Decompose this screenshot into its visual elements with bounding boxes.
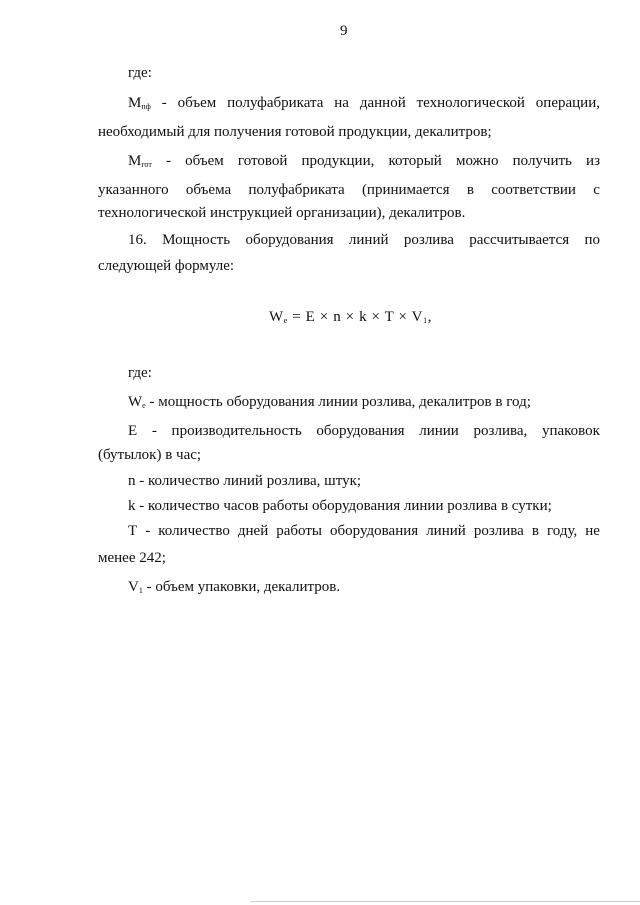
word: из bbox=[586, 153, 600, 169]
where-label: где: bbox=[128, 65, 152, 81]
mgot-symbol: $M_{гот}$ bbox=[128, 153, 152, 169]
word: на bbox=[334, 95, 349, 111]
definition-e-line2: (бутылок) в час; bbox=[98, 447, 202, 463]
word: - bbox=[165, 153, 171, 169]
word: продукции, bbox=[301, 153, 375, 169]
word: E bbox=[128, 423, 138, 439]
word: объема bbox=[185, 182, 232, 198]
word: (принимается bbox=[361, 182, 450, 198]
word: объем bbox=[177, 95, 217, 111]
definition-we: $W_e$ - мощность оборудования линии розлива, декалитров в год; bbox=[128, 394, 531, 410]
scan-edge-line bbox=[250, 901, 640, 902]
word: 16. bbox=[128, 232, 147, 248]
word: можно bbox=[455, 153, 499, 169]
definition-mgot-line3: технологической инструкцией организации), декалитров. bbox=[98, 205, 466, 221]
section-16-line2: следующей формуле: bbox=[98, 258, 235, 274]
word: розлива bbox=[473, 523, 524, 539]
definition-n: n - количество линий розлива, штук; bbox=[128, 473, 362, 489]
word: в bbox=[531, 523, 539, 539]
word: производительность bbox=[171, 423, 302, 439]
definition-mgot-line1 bbox=[128, 152, 600, 170]
definition-mpf-line2: необходимый для получения готовой продукции, декалитров; bbox=[98, 124, 492, 140]
word: T bbox=[128, 523, 138, 539]
word: оборудования bbox=[330, 523, 419, 539]
word: розлива, bbox=[473, 423, 528, 439]
word: полуфабриката bbox=[248, 182, 345, 198]
word: розлива bbox=[403, 232, 454, 248]
definition-t-line1 bbox=[128, 522, 600, 540]
word: оборудования bbox=[316, 423, 405, 439]
word: - bbox=[161, 95, 167, 111]
word: получить bbox=[512, 153, 572, 169]
definition-t-line2: менее 242; bbox=[98, 550, 166, 566]
word: не bbox=[585, 523, 600, 539]
word: готовой bbox=[237, 153, 288, 169]
mgot-line2-words bbox=[98, 181, 600, 199]
section-16-line1 bbox=[128, 231, 600, 249]
word: линий bbox=[348, 232, 389, 248]
word: линий bbox=[426, 523, 466, 539]
word: указанного bbox=[98, 182, 169, 198]
word: в bbox=[466, 182, 474, 198]
mpf-words bbox=[128, 94, 600, 112]
definition-e-line1 bbox=[128, 422, 600, 440]
where-label-2: где: bbox=[128, 365, 152, 381]
word: упаковок bbox=[541, 423, 600, 439]
word: работы bbox=[276, 523, 322, 539]
word: операции, bbox=[535, 95, 600, 111]
word: который bbox=[388, 153, 442, 169]
word: объем bbox=[185, 153, 224, 169]
definition-mgot-line2 bbox=[98, 181, 600, 199]
word: с bbox=[593, 182, 600, 198]
word: Мощность bbox=[162, 232, 231, 248]
word: количество bbox=[158, 523, 230, 539]
word: данной bbox=[359, 95, 406, 111]
t-words bbox=[128, 522, 600, 540]
definition-k: k - количество часов работы оборудования линии розлива в сутки; bbox=[128, 498, 552, 514]
definition-mpf-line1 bbox=[128, 94, 600, 112]
word: оборудования bbox=[245, 232, 334, 248]
capacity-formula: $W_e = E \times n \times k \times T \times V_1$, bbox=[269, 309, 433, 325]
definition-v1: $V_1$ - объем упаковки, декалитров. bbox=[128, 579, 341, 595]
word: полуфабриката bbox=[227, 95, 324, 111]
page-number: 9 bbox=[340, 23, 348, 39]
e-words bbox=[128, 422, 600, 440]
word: соответствии bbox=[491, 182, 576, 198]
word: по bbox=[584, 232, 600, 248]
word: технологической bbox=[416, 95, 525, 111]
mgot-words bbox=[128, 152, 600, 170]
word: - bbox=[151, 423, 157, 439]
word: - bbox=[145, 523, 151, 539]
word: линии bbox=[419, 423, 459, 439]
word: рассчитывается bbox=[469, 232, 570, 248]
section-16-words bbox=[128, 231, 600, 249]
word: году, bbox=[546, 523, 578, 539]
word: дней bbox=[237, 523, 269, 539]
mpf-symbol: $M_{пф}$ bbox=[128, 95, 151, 111]
